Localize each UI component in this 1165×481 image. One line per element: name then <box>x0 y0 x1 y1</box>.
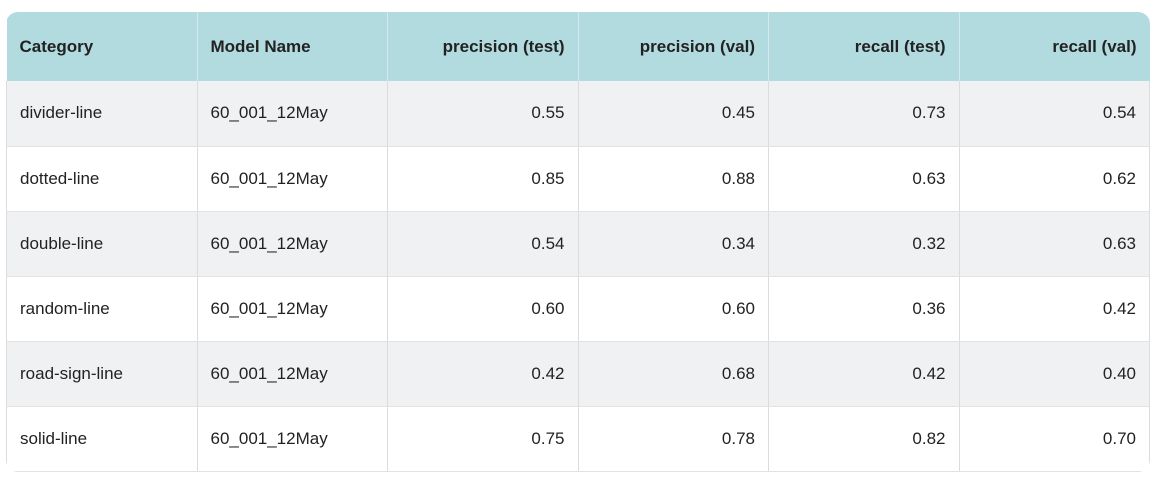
header-row <box>7 12 1150 81</box>
cell-precision-test: 0.60 <box>388 276 579 341</box>
table-row <box>7 341 1150 406</box>
header-precision-val: precision (val) <box>578 12 769 81</box>
table-row <box>7 276 1150 341</box>
cell-precision-val: 0.34 <box>578 211 769 276</box>
cell-category: solid-line <box>7 406 198 471</box>
cell-model-name: 60_001_12May <box>197 276 388 341</box>
header-recall-val: recall (val) <box>1052 36 1137 56</box>
cell-model-name: 60_001_12May <box>197 341 388 406</box>
cell-precision-val: 0.78 <box>578 406 769 471</box>
cell-recall-test: 0.36 <box>769 276 960 341</box>
cell-precision-val: 0.60 <box>578 276 769 341</box>
cell-model-name: 60_001_12May <box>197 146 388 211</box>
table-row <box>7 81 1150 146</box>
cell-recall-val: 0.63 <box>959 211 1150 276</box>
cell-category: dotted-line <box>7 146 198 211</box>
cell-category: random-line <box>7 276 198 341</box>
cell-category: divider-line <box>7 81 198 146</box>
cell-recall-test: 0.82 <box>769 406 960 471</box>
cell-precision-test: 0.54 <box>388 211 579 276</box>
table-body <box>7 81 1150 471</box>
cell-recall-test: 0.63 <box>769 146 960 211</box>
cell-recall-val: 0.54 <box>959 81 1150 146</box>
cell-recall-val: 0.62 <box>959 146 1150 211</box>
cell-model-name: 60_001_12May <box>197 406 388 471</box>
cell-precision-val: 0.88 <box>578 146 769 211</box>
cell-model-name: 60_001_12May <box>197 81 388 146</box>
cell-recall-val: 0.70 <box>959 406 1150 471</box>
header-category: Category <box>7 12 198 81</box>
cell-recall-test: 0.32 <box>769 211 960 276</box>
header-precision-test: precision (test) <box>388 12 579 81</box>
cell-recall-val: 0.40 <box>959 341 1150 406</box>
cell-model-name: 60_001_12May <box>197 211 388 276</box>
header-model-name: Model Name <box>197 12 388 81</box>
cell-precision-val: 0.45 <box>578 81 769 146</box>
cell-category: double-line <box>7 211 198 276</box>
cell-precision-test: 0.55 <box>388 81 579 146</box>
cell-recall-test: 0.42 <box>769 341 960 406</box>
table-row <box>7 406 1150 471</box>
cell-precision-test: 0.75 <box>388 406 579 471</box>
header-recall-test: recall (test) <box>769 12 960 81</box>
table-header <box>7 12 1150 81</box>
cell-precision-test: 0.42 <box>388 341 579 406</box>
results-table-container <box>6 12 1150 472</box>
table-row <box>7 211 1150 276</box>
cell-category: road-sign-line <box>7 341 198 406</box>
cell-recall-val: 0.42 <box>959 276 1150 341</box>
results-table <box>6 12 1150 472</box>
cell-precision-test: 0.85 <box>388 146 579 211</box>
cell-recall-test: 0.73 <box>769 81 960 146</box>
cell-precision-val: 0.68 <box>578 341 769 406</box>
table-row <box>7 146 1150 211</box>
